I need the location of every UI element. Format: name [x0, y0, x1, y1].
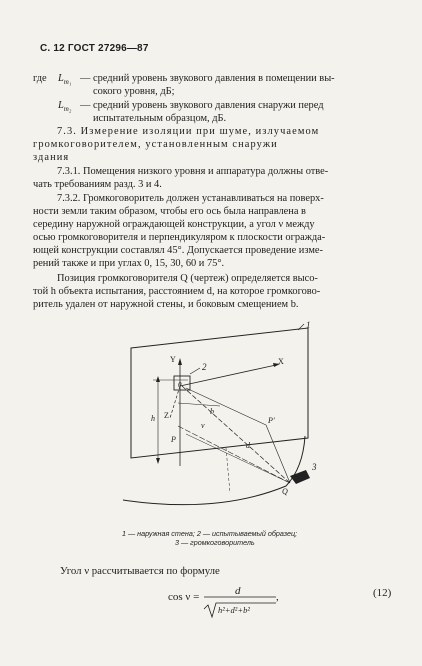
- axis-line: [182, 386, 290, 483]
- label-nu: ν: [201, 421, 205, 430]
- definition-text-2b: испытательным образцом, дБ.: [93, 113, 227, 124]
- y-arrow: [178, 358, 182, 365]
- h-arrow-bottom: [156, 458, 160, 464]
- figure-caption-line-2: 3 — громкоговоритель: [175, 538, 255, 547]
- formula-denominator: h²+d²+b²: [218, 605, 250, 615]
- p731-line-2: чать требованиям разд. 3 и 4.: [33, 179, 162, 190]
- definition-dash-1: —: [80, 73, 91, 84]
- equation-number: (12): [373, 587, 392, 599]
- b-dimension: [178, 403, 220, 406]
- label-h: h: [151, 414, 155, 423]
- h-arrow-top: [156, 376, 160, 382]
- ppos-line-3: ритель удален от наружной стены, и боковым смещением b.: [33, 299, 299, 310]
- test-setup-figure: [118, 318, 328, 518]
- label-z: Z: [164, 411, 169, 420]
- label-p-prime: P': [268, 416, 275, 425]
- section-title-line-2: громкоговорителем, установленным снаружи: [33, 139, 278, 150]
- label-2: 2: [202, 362, 207, 372]
- label-x: X: [278, 357, 284, 366]
- p731-line-1: 7.3.1. Помещения низкого уровня и аппаратура должны отве-: [57, 166, 329, 177]
- section-title-line-3: здания: [33, 152, 70, 163]
- definition-text-1a: средний уровень звукового давления в помещении вы-: [93, 73, 335, 84]
- p732-line-3: середину наружной ограждающей конструкции, а угол ν между: [33, 219, 315, 230]
- ground-curve: [123, 436, 305, 505]
- p732-line-5: ющей конструкции составлял 45°. Допускается проведение изме-: [33, 245, 323, 256]
- p732-line-2: ности земли таким образом, чтобы его ось была направлена в: [33, 206, 306, 217]
- test-specimen: [174, 376, 190, 390]
- section-title-line-1: 7.3. Измерение изоляции при шуме, излучаемом: [57, 126, 320, 137]
- formula-numerator: d: [235, 585, 241, 597]
- ppos-line-1: Позиция громкоговорителя Q (чертеж) определяется высо-: [57, 273, 318, 284]
- definition-symbol-2: $L_{m_2}$: [58, 100, 72, 114]
- label-q: Q: [282, 487, 288, 496]
- x-axis: [180, 365, 276, 386]
- definition-text-2a: средний уровень звукового давления снаружи перед: [93, 100, 324, 111]
- formula-lhs: cos ν =: [168, 591, 200, 603]
- page-header: С. 12 ГОСТ 27296—87: [40, 43, 149, 54]
- label-3: 3: [312, 462, 317, 472]
- figure-caption-line-1: 1 — наружная стена; 2 — испытываемый образец;: [122, 529, 298, 538]
- label-1: 1: [306, 320, 311, 330]
- outer-wall: [131, 328, 308, 458]
- label-b: b: [210, 407, 214, 416]
- label-p: P: [171, 435, 176, 444]
- label-o: 0: [178, 381, 182, 389]
- z-axis: [170, 386, 180, 418]
- leader-2: [190, 368, 200, 374]
- formula-tail: ,: [276, 591, 279, 603]
- ground-line: [178, 426, 288, 482]
- p732-line-1: 7.3.2. Громкоговоритель должен устанавливаться на поверх-: [57, 193, 324, 204]
- definition-symbol-1: $L_{m_1}$: [58, 73, 72, 87]
- definition-text-1b: сокого уровня, дБ;: [93, 86, 175, 97]
- p732-line-4: осью громкоговорителя и перпендикуляром к плоскости огражда-: [33, 232, 326, 243]
- formula-lead: Угол ν рассчитывается по формуле: [60, 565, 220, 577]
- line-pq: [266, 425, 290, 483]
- label-d: d: [246, 441, 250, 450]
- loudspeaker: [290, 470, 310, 484]
- definition-dash-2: —: [80, 100, 91, 111]
- line-op: [186, 388, 266, 425]
- formula-cos-nu: [168, 583, 348, 623]
- ppos-line-2: той h объекта испытания, расстоянием d, на которое громкогово-: [33, 286, 321, 297]
- d-dimension: [226, 448, 230, 493]
- definitions-lead: где: [33, 73, 47, 84]
- label-y: Y: [170, 355, 176, 364]
- p732-line-6: рений также и при углах 0, 15, 30, 60 и 75°.: [33, 258, 225, 269]
